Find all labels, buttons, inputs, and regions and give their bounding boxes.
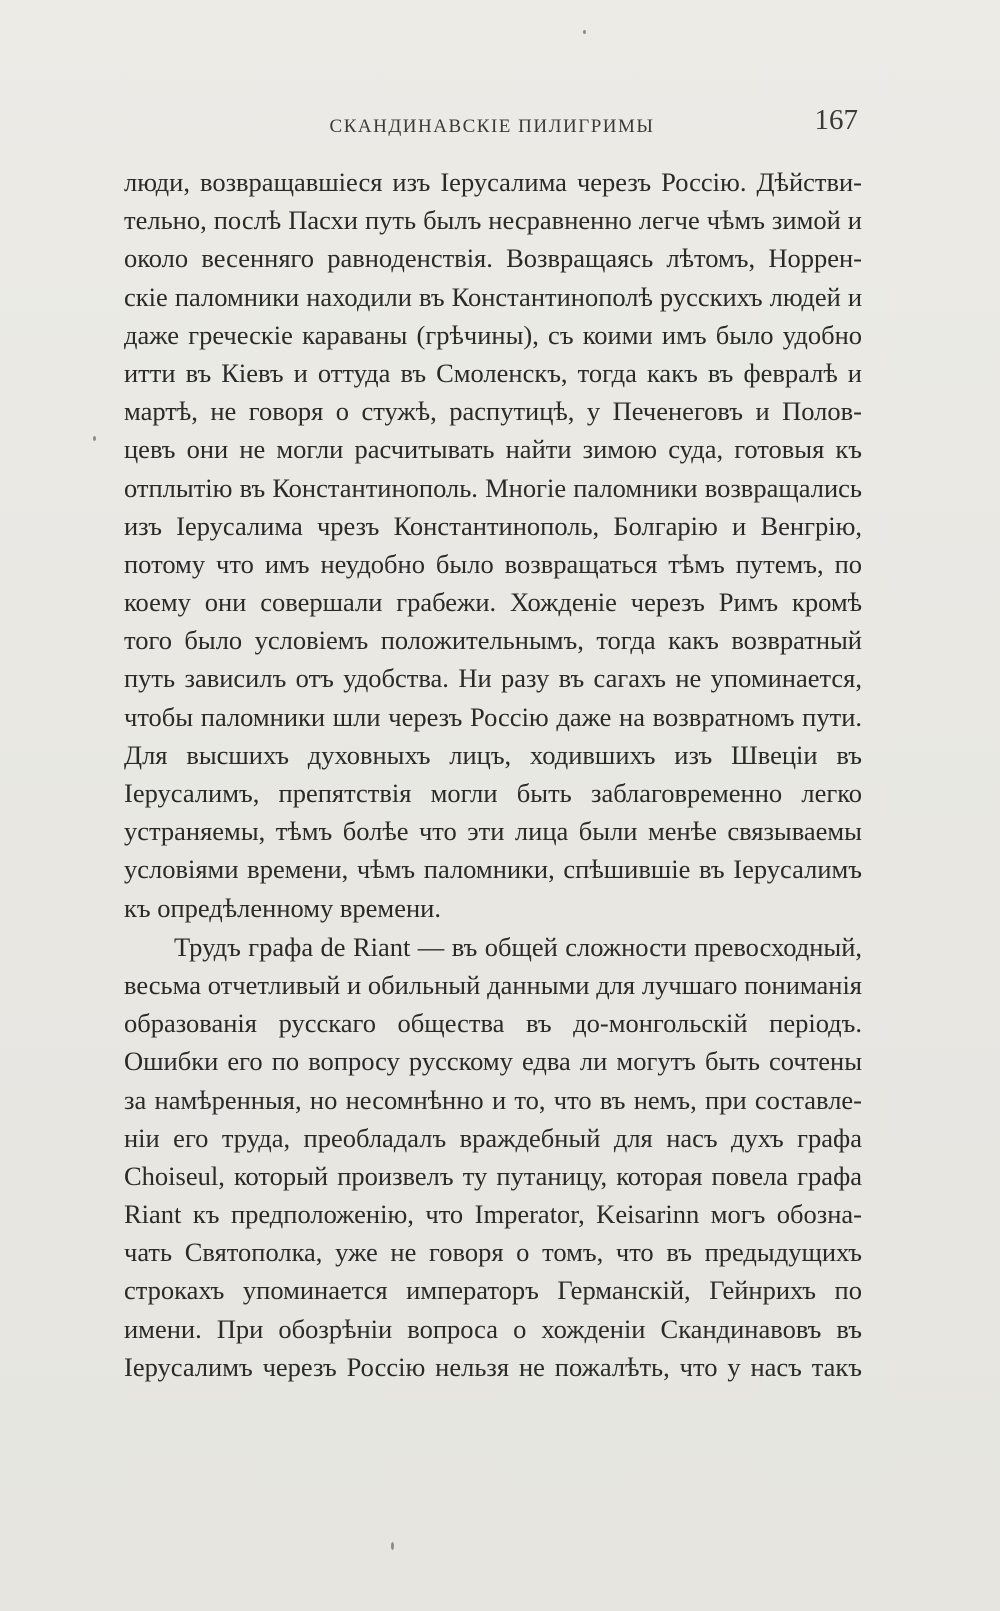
text-line: Ошибки его по вопросу русскому едва ли могутъ быть сочтены — [124, 1046, 862, 1077]
text-line: люди, возвращавшіеся изъ Іерусалима черезъ Россію. Дѣйстви- — [124, 167, 862, 197]
text-line: того было условіемъ положительнымъ, тогда какъ возвратный — [124, 625, 862, 656]
text-line: отплытію въ Константинополь. Многіе паломники возвращались — [124, 472, 862, 503]
text-line: за намѣренныя, но несомнѣнно и то, что въ немъ, при составле- — [124, 1084, 862, 1115]
text-line: мартѣ, не говоря о стужѣ, распутицѣ, у Печенеговъ и Полов- — [124, 396, 862, 427]
text-line: потому что имъ неудобно было возвращаться тѣмъ путемъ, по — [124, 548, 862, 579]
text-line: Choiseul, который произвелъ ту путаницу, которая повела графа — [124, 1160, 862, 1191]
paragraph — [124, 163, 862, 927]
body-text — [124, 163, 862, 1386]
text-line: чать Святополка, уже не говоря о томъ, что въ предыдущихъ — [124, 1237, 862, 1268]
text-line: строкахъ упоминается императоръ Германскій, Гейнрихъ по — [124, 1275, 862, 1306]
text-line: образованія русскаго общества въ до-монгольскій періодъ. — [124, 1008, 862, 1039]
running-title: СКАНДИНАВСКІЕ ПИЛИГРИМЫ — [329, 116, 655, 137]
text-line: весьма отчетливый и обильный данными для лучшаго пониманія — [124, 969, 862, 1000]
text-line: Іерусалимъ черезъ Россію нельзя не пожалѣть, что у насъ такъ — [124, 1351, 862, 1382]
text-line: скіе паломники находили въ Константинополѣ русскихъ людей и — [124, 281, 862, 312]
text-line: даже греческіе караваны (грѣчины), съ коими имъ было удобно — [124, 319, 862, 350]
scan-speck — [391, 1542, 394, 1550]
text-line: условіями времени, чѣмъ паломники, спѣшившіе въ Іерусалимъ — [124, 854, 862, 885]
paragraph — [124, 928, 862, 1386]
text-line: къ опредѣленному времени. — [124, 892, 441, 923]
text-line: тельно, послѣ Пасхи путь былъ несравненно легче чѣмъ зимой и — [124, 205, 862, 236]
text-line: Трудъ графа de Riant — въ общей сложности превосходный, — [174, 931, 862, 962]
text-line: около весенняго равноденствія. Возвращаясь лѣтомъ, Норрен- — [124, 243, 862, 274]
text-line: коему они совершали грабежи. Хожденіе черезъ Римъ кромѣ — [124, 587, 862, 618]
text-line: ніи его труда, преобладалъ враждебный для насъ духъ графа — [124, 1122, 862, 1153]
text-line: Для высшихъ духовныхъ лицъ, ходившихъ изъ Швеціи въ — [124, 739, 862, 770]
text-line: цевъ они не могли расчитывать найти зимою суда, готовыя къ — [124, 434, 862, 465]
text-line: устраняемы, тѣмъ болѣе что эти лица были менѣе связываемы — [124, 816, 862, 847]
scan-speck — [93, 436, 96, 441]
scan-speck — [583, 30, 586, 34]
text-line: итти въ Кіевъ и оттуда въ Смоленскъ, тогда какъ въ февралѣ и — [124, 357, 862, 388]
text-line: имени. При обозрѣніи вопроса о хожденіи Скандинавовъ въ — [124, 1313, 862, 1344]
text-line: путь зависилъ отъ удобства. Ни разу въ сагахъ не упоминается, — [124, 663, 862, 694]
text-line: изъ Іерусалима чрезъ Константинополь, Болгарію и Венгрію, — [124, 510, 862, 541]
text-line: Riant къ предположенію, что Imperator, Keisarinn могъ обозна- — [124, 1199, 862, 1230]
page-number: 167 — [814, 104, 858, 136]
text-line: Іерусалимъ, препятствія могли быть заблаговременно легко — [124, 778, 862, 808]
running-head — [124, 104, 860, 144]
text-line: чтобы паломники шли черезъ Россію даже на возвратномъ пути. — [124, 701, 862, 732]
